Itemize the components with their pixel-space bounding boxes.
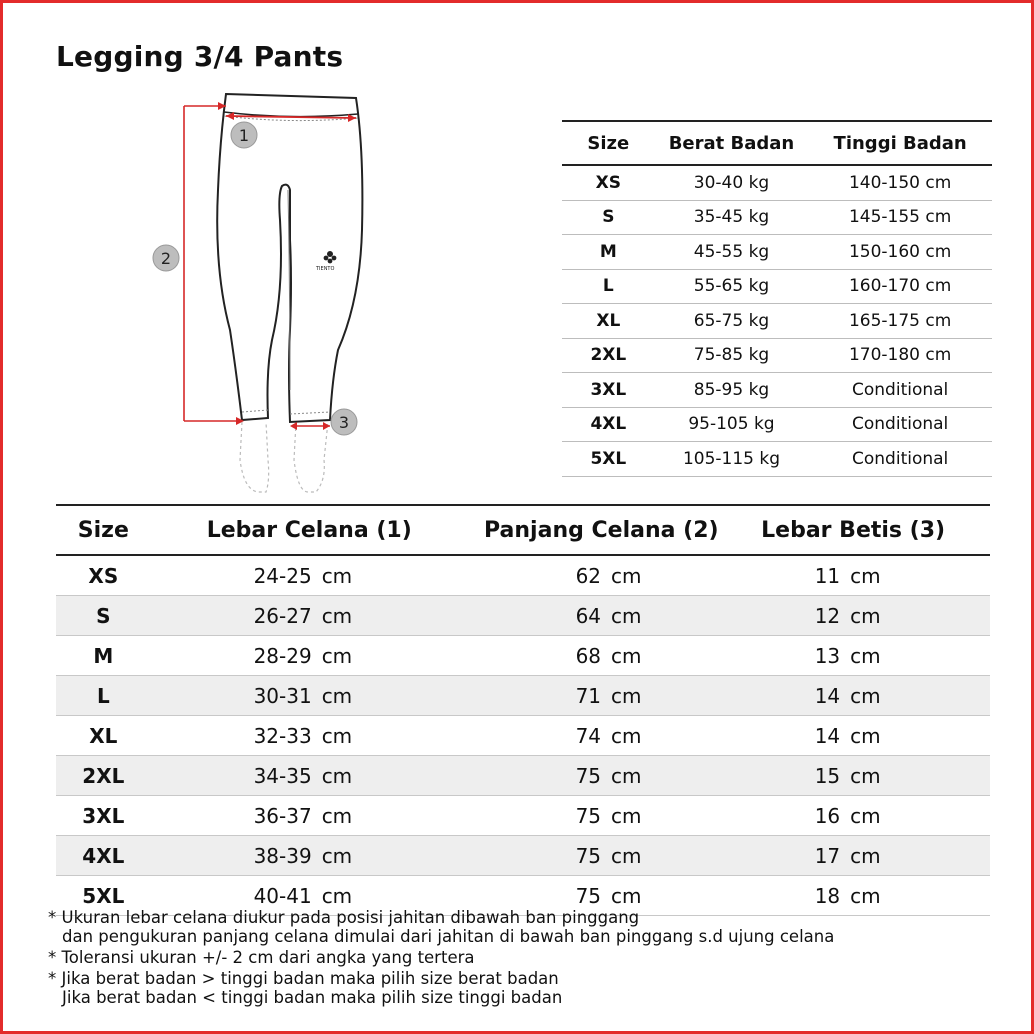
unit-label: cm [850, 603, 881, 628]
value: 26-27 [253, 603, 312, 628]
unit-label: cm [850, 843, 881, 868]
arrow-calf-left [290, 422, 297, 430]
value: 62 [575, 563, 602, 588]
marker-badge-3 [331, 409, 357, 435]
value: 24-25 [253, 563, 312, 588]
value: 32-33 [253, 723, 312, 748]
value: 14 [814, 723, 841, 748]
table-row [56, 555, 990, 596]
size-cell: L [56, 676, 151, 716]
lebar-betis-cell [749, 716, 990, 756]
value: 15 [814, 763, 841, 788]
table-row [562, 373, 992, 408]
size-cell: L [562, 269, 655, 304]
unit-label: cm [611, 763, 642, 788]
value: 18 [814, 883, 841, 908]
table-row [562, 442, 992, 477]
size-cell: 2XL [562, 338, 655, 373]
weight-cell: 65-75 kg [655, 304, 809, 339]
table-row [562, 269, 992, 304]
page-title: Legging 3/4 Pants [56, 40, 344, 73]
size-cell: 3XL [56, 796, 151, 836]
unit-label: cm [321, 643, 353, 668]
panjang-celana-cell [470, 796, 749, 836]
unit-label: cm [611, 803, 642, 828]
weight-cell: 45-55 kg [655, 235, 809, 270]
note-line: * Jika berat badan > tinggi badan maka pilih size berat badan [48, 969, 559, 988]
svg-text:3: 3 [338, 413, 350, 432]
unit-label: cm [611, 723, 642, 748]
unit-label: cm [611, 643, 642, 668]
panjang-celana-cell [470, 836, 749, 876]
value: 12 [814, 603, 841, 628]
value: 75 [575, 803, 602, 828]
value: 11 [814, 563, 841, 588]
value: 34-35 [253, 763, 312, 788]
unit-label: cm [611, 603, 642, 628]
unit-label: cm [850, 723, 881, 748]
height-cell: 150-160 cm [808, 235, 992, 270]
table-row [562, 200, 992, 235]
table-row [562, 165, 992, 200]
lebar-betis-cell [749, 555, 990, 596]
table-row [56, 756, 990, 796]
unit-label: cm [611, 883, 642, 908]
height-cell: 145-155 cm [808, 200, 992, 235]
unit-label: cm [611, 843, 642, 868]
value: 75 [575, 763, 602, 788]
unit-label: cm [321, 563, 353, 588]
size-cell: S [562, 200, 655, 235]
lebar-betis-cell [749, 596, 990, 636]
dashed-calf-right [294, 422, 328, 492]
value: 71 [575, 683, 602, 708]
note-line: dan pengukuran panjang celana dimulai dari jahitan di bawah ban pinggang s.d ujung celana [62, 927, 835, 946]
weight-cell: 75-85 kg [655, 338, 809, 373]
weight-cell: 95-105 kg [655, 407, 809, 442]
header-lebar-betis: Lebar Betis (3) [749, 505, 990, 555]
measurement-header-row [56, 505, 990, 555]
unit-label: cm [611, 683, 642, 708]
table-row [56, 796, 990, 836]
unit-label: cm [321, 763, 353, 788]
table-row [56, 636, 990, 676]
value: 75 [575, 843, 602, 868]
unit-label: cm [850, 883, 881, 908]
header-size: Size [562, 121, 655, 165]
value: 28-29 [253, 643, 312, 668]
size-cell: M [562, 235, 655, 270]
lebar-betis-cell [749, 836, 990, 876]
lebar-celana-cell [151, 836, 470, 876]
notes-section [48, 908, 1008, 1007]
size-cell: XS [56, 555, 151, 596]
size-cell: XS [562, 165, 655, 200]
header-size: Size [56, 505, 151, 555]
table-row [562, 235, 992, 270]
size-guide-table [562, 120, 992, 477]
value: 13 [814, 643, 841, 668]
dashed-calf-left [240, 422, 269, 492]
unit-label: cm [611, 563, 642, 588]
size-cell: M [56, 636, 151, 676]
value: 74 [575, 723, 602, 748]
size-cell: 2XL [56, 756, 151, 796]
leggings-illustration [140, 90, 380, 500]
height-cell: 160-170 cm [808, 269, 992, 304]
size-cell: S [56, 596, 151, 636]
weight-cell: 105-115 kg [655, 442, 809, 477]
table-row [562, 338, 992, 373]
height-cell: Conditional [808, 442, 992, 477]
unit-label: cm [850, 803, 881, 828]
unit-label: cm [321, 723, 353, 748]
unit-label: cm [321, 883, 353, 908]
size-cell: 3XL [562, 373, 655, 408]
value: 75 [575, 883, 602, 908]
lebar-celana-cell [151, 676, 470, 716]
lebar-betis-cell [749, 636, 990, 676]
table-row [562, 407, 992, 442]
height-cell: Conditional [808, 407, 992, 442]
measurement-table [56, 504, 990, 916]
unit-label: cm [321, 803, 353, 828]
note-line: * Toleransi ukuran +/- 2 cm dari angka yang tertera [48, 948, 475, 967]
weight-cell: 35-45 kg [655, 200, 809, 235]
value: 38-39 [253, 843, 312, 868]
panjang-celana-cell [470, 676, 749, 716]
size-cell: XL [56, 716, 151, 756]
unit-label: cm [321, 843, 353, 868]
panjang-celana-cell [470, 596, 749, 636]
lebar-celana-cell [151, 756, 470, 796]
unit-label: cm [321, 603, 353, 628]
svg-text:1: 1 [238, 126, 250, 145]
panjang-celana-cell [470, 716, 749, 756]
value: 14 [814, 683, 841, 708]
panjang-celana-cell [470, 636, 749, 676]
value: 36-37 [253, 803, 312, 828]
unit-label: cm [850, 643, 881, 668]
lebar-betis-cell [749, 756, 990, 796]
header-lebar-celana: Lebar Celana (1) [151, 505, 470, 555]
unit-label: cm [850, 563, 881, 588]
size-cell: 5XL [562, 442, 655, 477]
height-cell: 170-180 cm [808, 338, 992, 373]
table-row [56, 836, 990, 876]
note-line: * Ukuran lebar celana diukur pada posisi jahitan dibawah ban pinggang [48, 908, 640, 927]
size-cell: 4XL [56, 836, 151, 876]
size-cell: XL [562, 304, 655, 339]
note-line: Jika berat badan < tinggi badan maka pilih size tinggi badan [62, 988, 563, 1007]
weight-cell: 55-65 kg [655, 269, 809, 304]
table-row [562, 304, 992, 339]
arrow-calf-right [323, 422, 330, 430]
size-guide-header-row [562, 121, 992, 165]
lebar-celana-cell [151, 716, 470, 756]
panjang-celana-cell [470, 756, 749, 796]
table-row [56, 596, 990, 636]
unit-label: cm [850, 763, 881, 788]
header-panjang-celana: Panjang Celana (2) [470, 505, 749, 555]
value: 40-41 [253, 883, 312, 908]
table-row [56, 676, 990, 716]
svg-text:TIENTO: TIENTO [316, 266, 335, 272]
value: 17 [814, 843, 841, 868]
marker-badge-1 [231, 122, 257, 148]
marker-badge-2 [153, 245, 179, 271]
weight-cell: 30-40 kg [655, 165, 809, 200]
svg-text:2: 2 [160, 249, 172, 268]
value: 16 [814, 803, 841, 828]
header-tinggi-badan: Tinggi Badan [808, 121, 992, 165]
unit-label: cm [321, 683, 353, 708]
lebar-celana-cell [151, 555, 470, 596]
table-row [56, 716, 990, 756]
size-cell: 5XL [56, 876, 151, 916]
height-cell: 140-150 cm [808, 165, 992, 200]
height-cell: Conditional [808, 373, 992, 408]
panjang-celana-cell [470, 555, 749, 596]
value: 68 [575, 643, 602, 668]
lebar-betis-cell [749, 796, 990, 836]
value: 64 [575, 603, 602, 628]
lebar-betis-cell [749, 676, 990, 716]
lebar-celana-cell [151, 636, 470, 676]
unit-label: cm [850, 683, 881, 708]
measurement-table-body [56, 555, 990, 916]
height-cell: 165-175 cm [808, 304, 992, 339]
value: 30-31 [253, 683, 312, 708]
lebar-celana-cell [151, 796, 470, 836]
weight-cell: 85-95 kg [655, 373, 809, 408]
size-cell: 4XL [562, 407, 655, 442]
header-berat-badan: Berat Badan [655, 121, 809, 165]
lebar-celana-cell [151, 596, 470, 636]
